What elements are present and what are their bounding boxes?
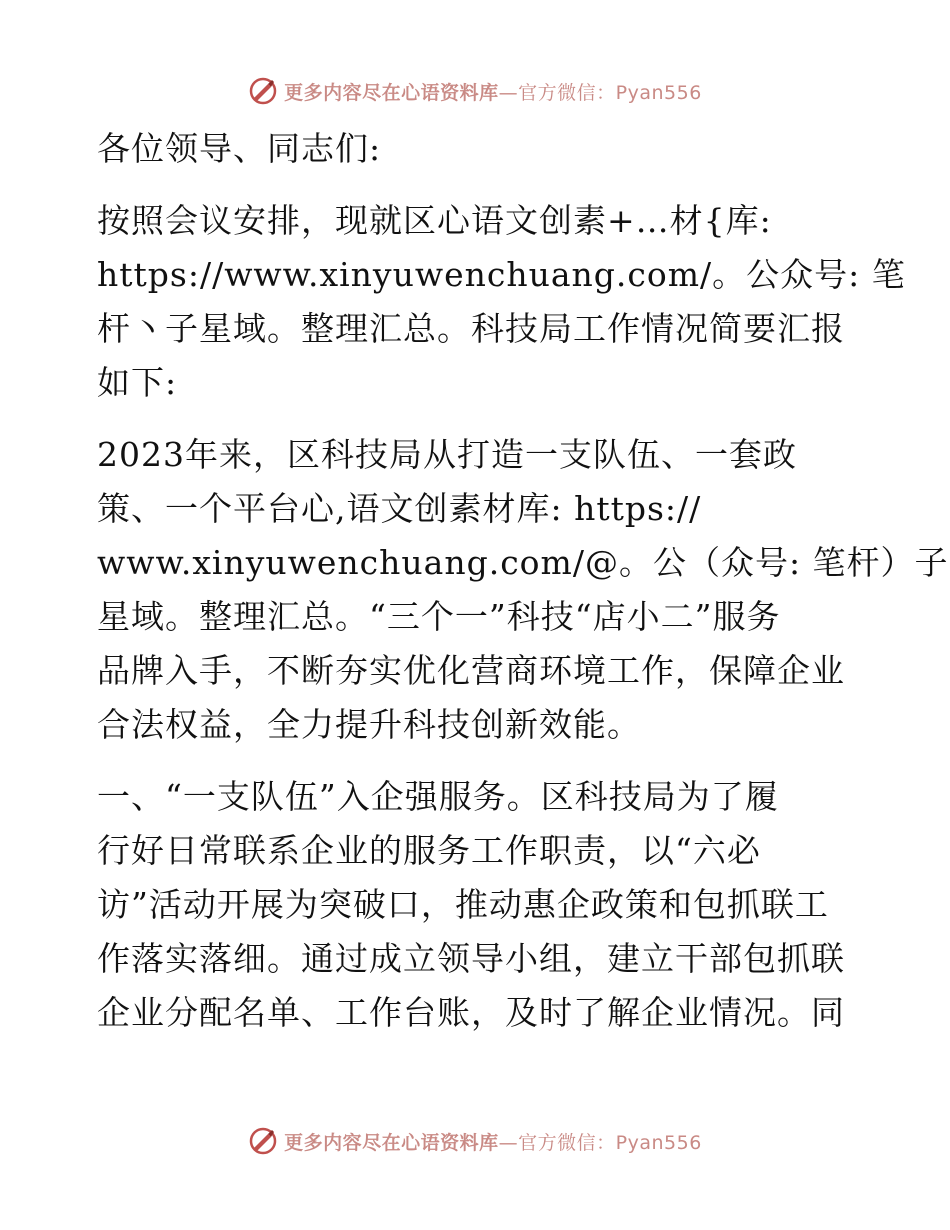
banner-title: 更多内容尽在心语资料库 [284,1131,499,1154]
paragraph-line: 企业分配名单、工作台账，及时了解企业情况。同 [97,993,845,1032]
header-watermark-banner [0,71,950,111]
paragraph-line: 按照会议安排，现就区心语文创素+…材{库: [97,201,772,240]
paragraph-line: 访”活动开展为突破口，推动惠企政策和包抓联工 [97,885,829,924]
banner-title: 更多内容尽在心语资料库 [284,81,499,104]
document-body [97,122,949,1040]
paragraph-2 [97,428,949,752]
banner-contact: —官方微信：Pyan556 [498,1131,702,1154]
paragraph-line: https://www.xinyuwenchuang.com/。公众号: 笔 [97,255,906,294]
paragraph-line: 品牌入手，不断夯实优化营商环境工作，保障企业 [97,651,845,690]
pen-logo-icon [248,1126,278,1156]
banner-contact: —官方微信：Pyan556 [498,81,702,104]
paragraph-1 [97,194,906,410]
paragraph-line: 合法权益，全力提升科技创新效能。 [97,705,641,744]
footer-watermark-banner [0,1121,950,1161]
paragraph-line: 策、一个平台心,语文创素材库: https:// [97,489,702,528]
paragraph-line: 作落实落细。通过成立领导小组，建立干部包抓联 [97,939,845,978]
paragraph-line: www.xinyuwenchuang.com/@。公（众号: 笔杆）子 [97,543,949,582]
paragraph-line: 行好日常联系企业的服务工作职责，以“六必 [97,831,761,870]
pen-logo-icon [248,76,278,106]
paragraph-line: 2023年来，区科技局从打造一支队伍、一套政 [97,435,797,474]
paragraph-line: 一、“一支队伍”入企强服务。区科技局为了履 [97,777,779,816]
paragraph-line: 星域。整理汇总。“三个一”科技“店小二”服务 [97,597,781,636]
greeting-line: 各位领导、同志们: [97,129,382,168]
paragraph-3 [97,770,857,1040]
paragraph-line: 杆丶子星域。整理汇总。科技局工作情况简要汇报 [97,309,845,348]
paragraph-line: 如下: [97,363,178,402]
